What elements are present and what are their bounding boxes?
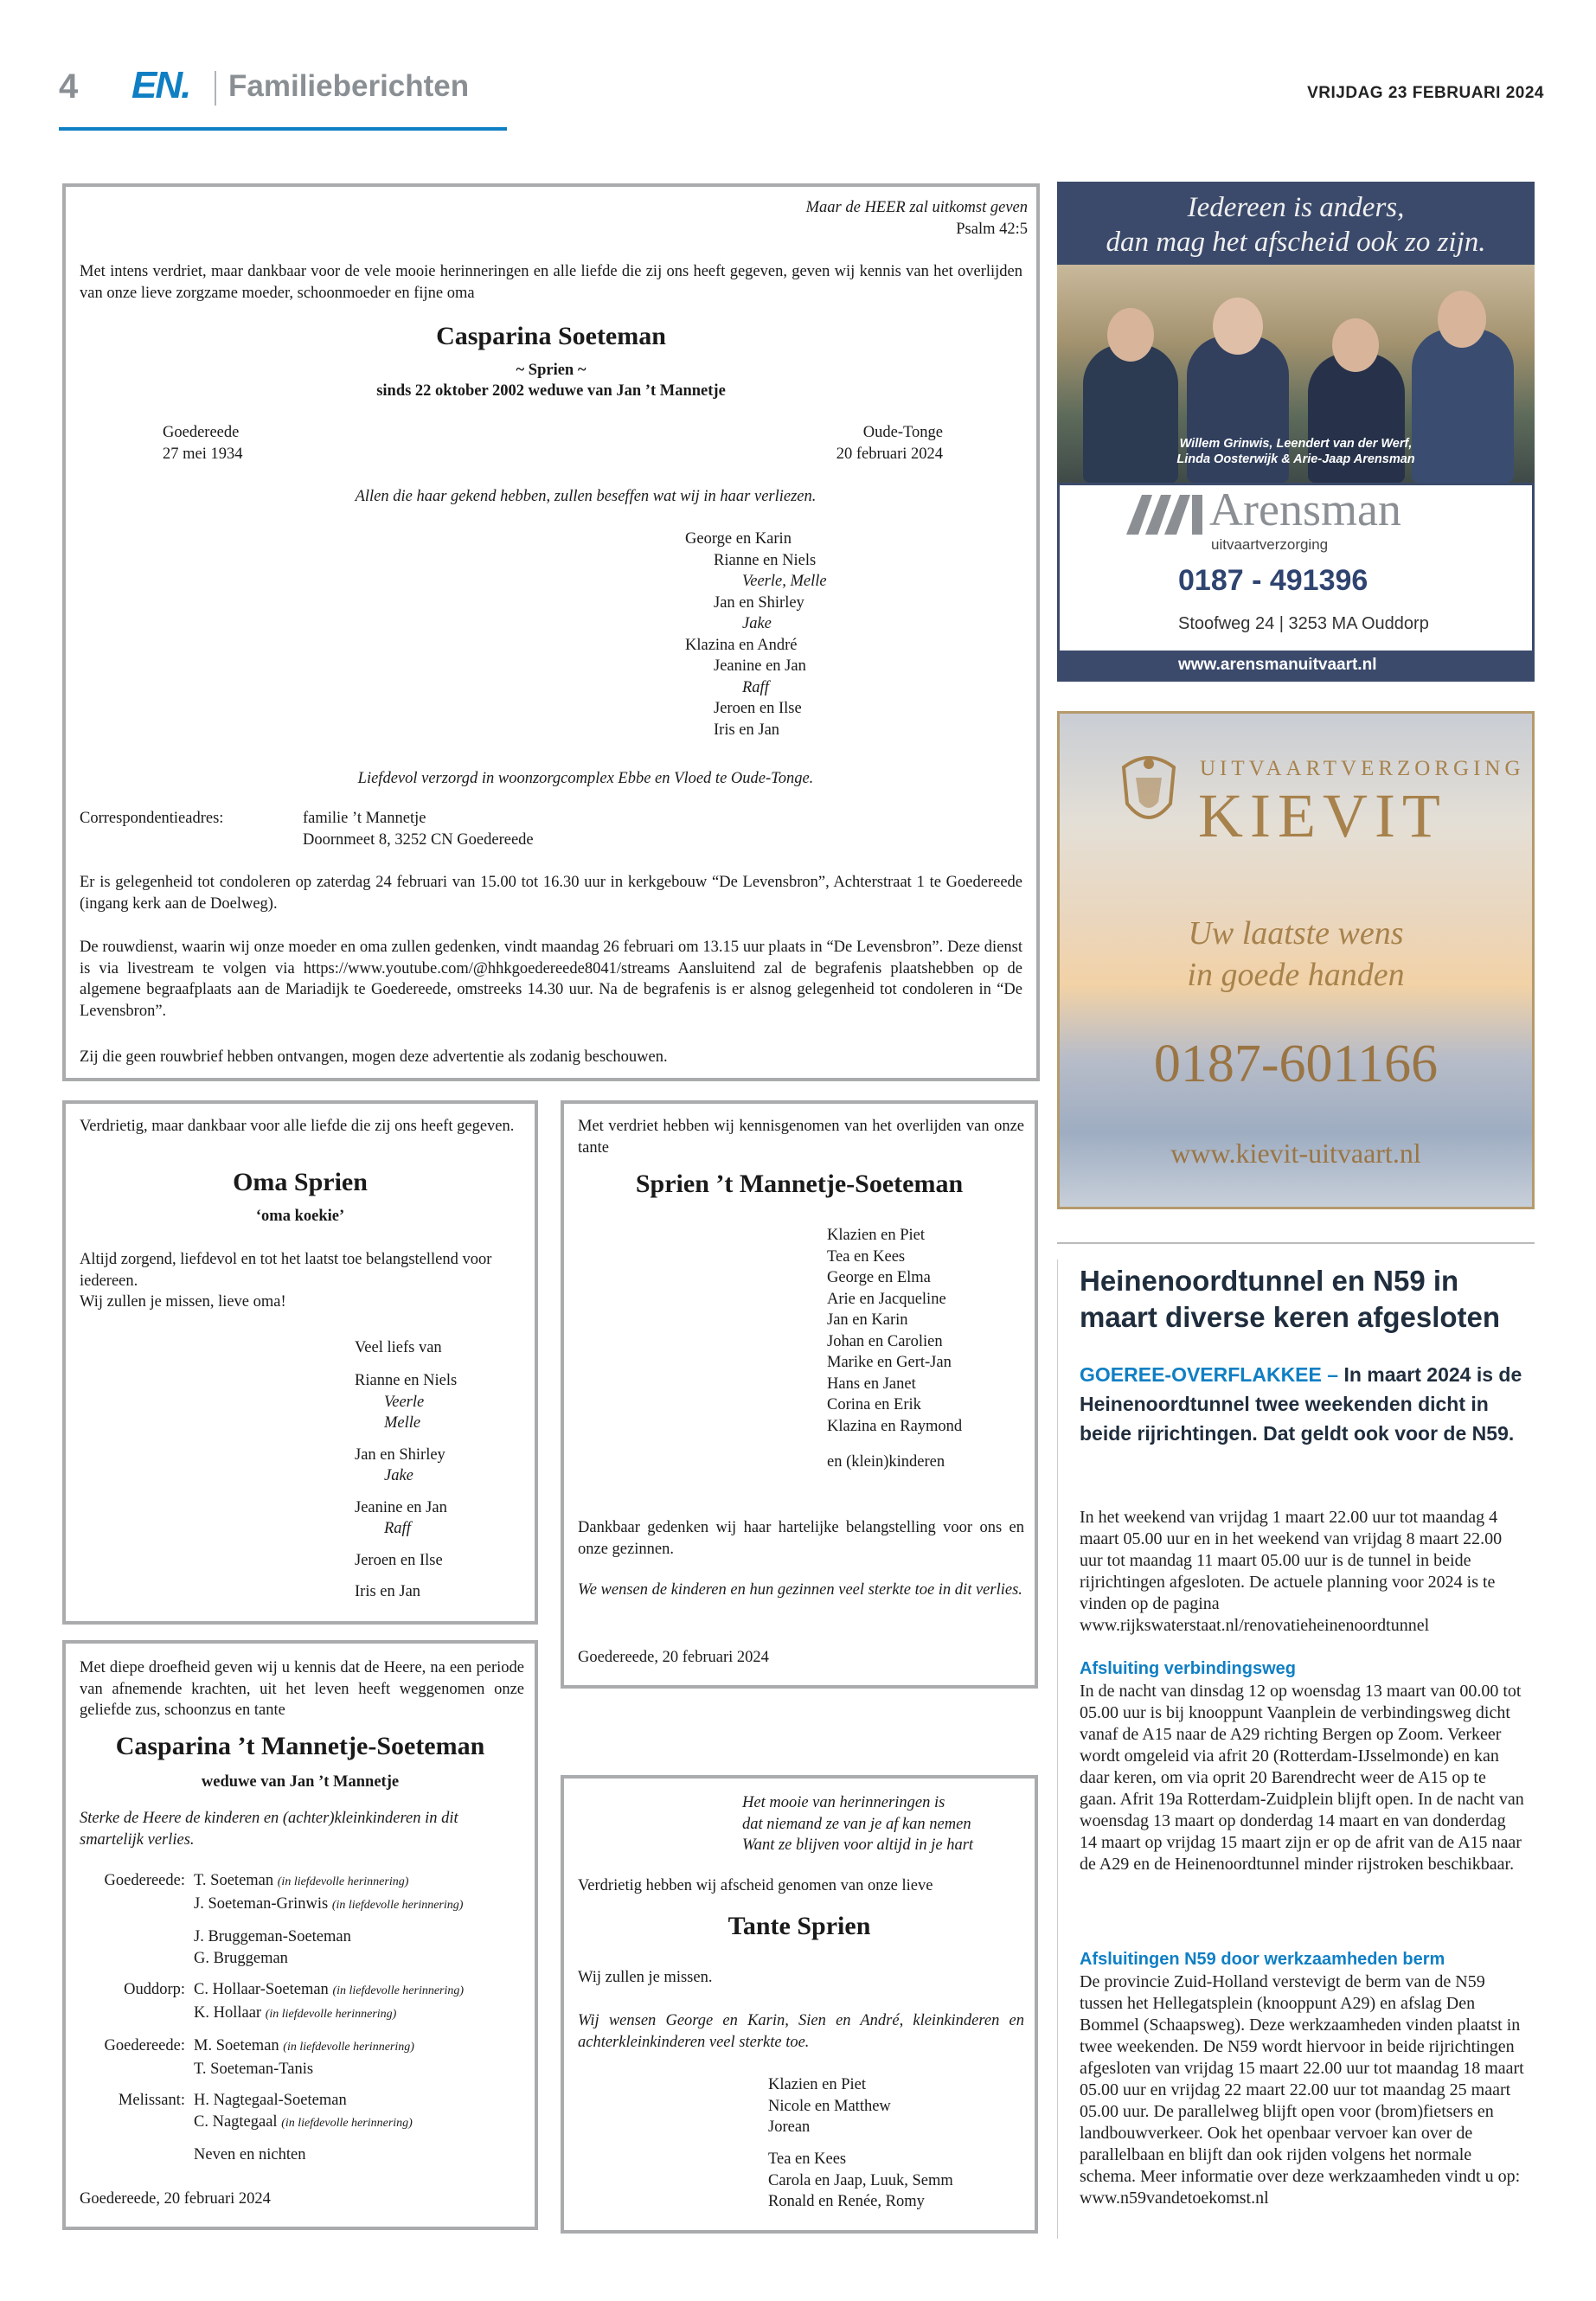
notice-intro: Met verdriet hebben wij kennisgenomen van het overlijden van onze tante (578, 1118, 1024, 1157)
family-member: Jake (384, 1467, 413, 1484)
family-list (355, 1370, 528, 1603)
article-paragraph-3: De provincie Zuid-Holland verstevigt de berm van de N59 tussen het Hellegatsplein (knooppunt A29) en afslag Den Bommel (Schaapsweg). Deze werkzaamheden vinden plaatst in twee weekenden. De N59 wordt hiervoor in beide rijrichtingen afgesloten van vrijdag 15 maart 22.00 uur tot maandag 18 maart 05.00 uur en vrijdag 22 maart 22.00 uur tot maandag 25 maart 05.00 uur. De parallelweg blijft open voor (brom)fietsers en landbouwverkeer. Ook het openbaar vervoer kan over de parallelbaan en blijft dan ook rijden volgens het normale schema. Meer informatie over deze werkzaamheden vindt u op: www.n59vandetoekomst.nl (1080, 1972, 1524, 2208)
correspondence-name: familie ’t Mannetje (303, 810, 426, 827)
family-member: Jan en Karin (827, 1311, 908, 1329)
relative-name: K. Hollaar (194, 2003, 262, 2022)
family-list (685, 529, 997, 740)
greeting-line: Veel liefs van (355, 1339, 442, 1356)
relative-name: T. Soeteman-Tanis (194, 2060, 314, 2078)
relatives-place (80, 1926, 194, 1969)
relatives-place: Ouddorp: (124, 1981, 185, 1998)
family-member: George en Karin (685, 530, 792, 548)
article-subheading-2: Afsluitingen N59 door werkzaamheden berm (1080, 1950, 1445, 1969)
memorial-note: (in liefdevolle herinnering) (265, 2007, 397, 2021)
wish-line: Wij wensen George en Karin, Sien en André, kleinkinderen en achterkleinkinderen veel sterkte toe. (578, 2012, 1024, 2051)
notice-body: Wij zullen je missen. (578, 1969, 713, 1986)
deceased-name: Casparina Soeteman (436, 322, 666, 350)
relative-name: G. Bruggeman (194, 1949, 288, 1967)
relatives-group (80, 1926, 529, 1969)
family-member: Klazina en Raymond (827, 1417, 963, 1435)
family-extra: en (klein)kinderen (827, 1453, 945, 1471)
kievit-slogan: Uw laatste wens (1188, 915, 1404, 952)
arensman-brand-sub: uitvaartverzorging (1211, 536, 1329, 553)
article-subheading: Afsluiting verbindingsweg (1080, 1659, 1297, 1678)
care-line: Liefdevol verzorgd in woonzorgcomplex Ebbe en Vloed te Oude-Tonge. (357, 770, 814, 787)
relative-line (194, 1870, 463, 1894)
kievit-phone[interactable]: 0187-601166 (1153, 1035, 1439, 1093)
relative-line (194, 1948, 351, 1970)
correspondence-label: Correspondentieadres: (80, 810, 224, 827)
epigraph-source: Psalm 42:5 (956, 221, 1028, 238)
relative-line (194, 1926, 351, 1948)
article-lead (1080, 1360, 1526, 1448)
family-member: George en Elma (827, 1269, 931, 1286)
article-side-rule (1057, 1259, 1058, 2239)
ad-arensman[interactable] (1057, 182, 1535, 682)
header-divider (215, 71, 216, 106)
kievit-kicker: UITVAARTVERZORGING (1200, 757, 1525, 780)
relative-name: T. Soeteman (194, 1872, 274, 1889)
family-member: Jeroen en Ilse (355, 1551, 443, 1569)
widow-line: sinds 22 oktober 2002 weduwe van Jan ’t Mannetje (376, 382, 726, 400)
relative-line (194, 1894, 463, 1917)
family-member: Iris en Jan (714, 721, 780, 739)
memorial-note: (in liefdevolle herinnering) (277, 1875, 409, 1888)
deceased-name: Casparina ’t Mannetje-Soeteman (115, 1732, 485, 1760)
family-member: Nicole en Matthew (768, 2097, 891, 2115)
family-member: Jake (742, 615, 772, 632)
relative-name: C. Nagtegaal (194, 2112, 278, 2131)
relatives-names (194, 2144, 305, 2166)
memorial-note: (in liefdevolle herinnering) (283, 2041, 414, 2054)
family-member: Hans en Janet (827, 1375, 916, 1393)
notice-oma-sprien (62, 1100, 538, 1625)
place-date: Goedereede, 20 februari 2024 (578, 1649, 769, 1666)
family-member: Jorean (768, 2118, 811, 2136)
service-info: De rouwdienst, waarin wij onze moeder en oma zullen gedenken, vindt maandag 26 februari om 13.15 uur plaats in “De Levensbron”. Deze dienst is via livestream te volgen via https://www.youtube.com/@hhkgoedereede8041/streams Aansluitend zal de begrafenis plaatshebben op de algemene begraafplaats aan de Mariadijk te Goedereede, omstreeks 14.30 uur. Na de begrafenis is er alsnog gelegenheid tot condoleren in “De Levensbron”. (80, 939, 1022, 1020)
notice-tante-sprien (561, 1775, 1038, 2234)
family-member: Jan en Shirley (355, 1445, 445, 1464)
relative-line (194, 2090, 413, 2112)
article-kicker: GOEREE-OVERFLAKKEE – (1080, 1363, 1339, 1386)
relative-line (194, 2059, 414, 2080)
relatives-place: Goedereede: (104, 1872, 185, 1889)
photo-caption: Willem Grinwis, Leendert van der Werf, (1179, 437, 1413, 451)
poem-line: Want ze blijven voor altijd in je hart (742, 1836, 974, 1854)
family-member: Raff (384, 1520, 411, 1537)
arensman-logo-icon (1126, 491, 1204, 536)
relative-name: C. Hollaar-Soeteman (194, 1981, 329, 1998)
ad-slogan-2: dan mag het afscheid ook zo zijn. (1106, 227, 1486, 258)
notice-intro: Verdrietig hebben wij afscheid genomen van onze lieve (578, 1877, 933, 1894)
condolence-info: Er is gelegenheid tot condoleren op zaterdag 24 februari van 15.00 tot 16.30 uur in kerkgebouw “De Levensbron”, Achterstraat 1 te Goedereede (ingang kerk aan de Doelweg). (80, 874, 1022, 913)
family-member: Veerle, Melle (742, 573, 827, 590)
death-place: Oude-Tonge (862, 424, 943, 441)
relative-name: J. Soeteman-Grinwis (194, 1894, 329, 1913)
family-member: Tea en Kees (768, 2150, 847, 2168)
family-member: Corina en Erik (827, 1396, 921, 1413)
relatives-names (194, 1979, 464, 2025)
relative-line (194, 2003, 464, 2026)
relatives-names (194, 1870, 463, 1916)
relatives-place (80, 2144, 194, 2166)
notice-nephews-nieces (561, 1100, 1038, 1689)
relative-line (194, 1979, 464, 2003)
family-member: Carola en Jaap, Luuk, Semm (768, 2171, 953, 2189)
notice-quote: Allen die haar gekend hebben, zullen beseffen wat wij in haar verliezen. (355, 488, 817, 505)
kievit-url[interactable]: www.kievit-uitvaart.nl (1170, 1138, 1421, 1169)
ad-kievit[interactable] (1057, 711, 1535, 1209)
notice-intro: Met intens verdriet, maar dankbaar voor de vele mooie herinneringen en alle liefde die zij ons heeft gegeven, geven wij kennis van het overlijden van onze lieve zorgzame moeder, schoonmoeder en fijne oma (80, 263, 1022, 302)
epigraph-line: Maar de HEER zal uitkomst geven (805, 199, 1028, 216)
family-member: Melle (384, 1414, 421, 1432)
relatives-group (80, 1870, 529, 1916)
relative-name: H. Nagtegaal-Soeteman (194, 2092, 347, 2109)
article-title: Heinenoordtunnel en N59 in maart diverse keren afgesloten (1080, 1265, 1501, 1333)
relatives-list (80, 1870, 529, 2176)
relatives-group (80, 1979, 529, 2025)
relatives-place: Goedereede: (104, 2037, 185, 2054)
deceased-nickname: ‘oma koekie’ (255, 1208, 345, 1225)
poem-line: Het mooie van herinneringen is (742, 1794, 945, 1811)
relative-line (194, 2112, 413, 2135)
family-member: Tea en Kees (827, 1247, 906, 1266)
relative-name: M. Soeteman (194, 2037, 279, 2054)
memorial-note: (in liefdevolle herinnering) (331, 1898, 464, 1912)
relatives-group (80, 2090, 529, 2134)
relative-line (194, 2144, 305, 2166)
relatives-group (80, 2144, 529, 2166)
closing-line: Zij die geen rouwbrief hebben ontvangen, mogen deze advertentie als zodanig beschouwen. (80, 1048, 668, 1066)
relative-line (194, 2035, 414, 2059)
family-member: Ronald en Renée, Romy (768, 2193, 925, 2210)
article-divider (1057, 1242, 1535, 1244)
kievit-brand: KIEVIT (1198, 781, 1447, 850)
deceased-nickname: ~ Sprien ~ (516, 362, 586, 379)
family-list (827, 1225, 1026, 1437)
family-member: Raff (742, 678, 769, 696)
family-member: Arie en Jacqueline (827, 1290, 946, 1308)
arensman-url[interactable]: www.arensmanuitvaart.nl (1178, 656, 1377, 674)
wish-line: Sterke de Heere de kinderen en (achter)kleinkinderen in dit smartelijk verlies. (80, 1810, 458, 1849)
notice-intro: Verdrietig, maar dankbaar voor alle liefde die zij ons heeft gegeven. (80, 1118, 515, 1135)
poem-line: dat niemand ze van je af kan nemen (742, 1815, 971, 1833)
birth-date: 27 mei 1934 (163, 445, 243, 463)
family-member: Johan en Carolien (827, 1332, 943, 1350)
deceased-name: Oma Sprien (233, 1168, 368, 1196)
widow-line: weduwe van Jan ’t Mannetje (201, 1773, 400, 1791)
death-notice-main (62, 183, 1040, 1081)
crest-icon (1115, 752, 1183, 831)
family-member: Jeanine en Jan (714, 657, 806, 675)
notice-siblings (62, 1640, 538, 2230)
section-title: Familieberichten (228, 69, 470, 103)
correspondence-address: Doornmeet 8, 3252 CN Goedereede (303, 830, 534, 849)
memorial-note: (in liefdevolle herinnering) (281, 2116, 413, 2130)
family-member: Rianne en Niels (714, 551, 817, 569)
family-member: Rianne en Niels (355, 1372, 458, 1389)
deceased-name: Tante Sprien (727, 1912, 871, 1940)
relative-name: Neven en nichten (194, 2146, 306, 2163)
family-member: Veerle (384, 1393, 425, 1411)
relatives-group (80, 2035, 529, 2080)
death-date: 20 februari 2024 (836, 445, 943, 463)
notice-body: Altijd zorgend, liefdevol en tot het laatst toe belangstellend voor iedereen. (80, 1251, 492, 1290)
family-member: Klazina en André (685, 636, 798, 654)
place-date: Goedereede, 20 februari 2024 (80, 2190, 271, 2208)
article-paragraph-2: In de nacht van dinsdag 12 op woensdag 13 maart van 00.00 tot 05.00 uur is bij knooppunt Vaanplein de verbindingsweg dicht vanaf de A15 naar de A29 richting Bergen op Zoom. Verkeer wordt omgeleid via afrit 20 (Rotterdam-IJsselmonde) en kan daar keren, om via oprit 20 Barendrecht weer de A15 op te gaan. Afrit 19a Rotterdam-Zuidplein blijft open. In de nacht van woensdag 13 maart op donderdag 14 maart en van donderdag 14 maart op vrijdag 15 maart zijn er op de afrit van de A15 naar de A29 en de Heinenoordtunnel minder rijstroken beschikbaar. (1080, 1682, 1524, 1874)
newspaper-logo[interactable]: EN. (131, 64, 190, 106)
family-member: Marike en Gert-Jan (827, 1354, 952, 1371)
header-rule (59, 127, 507, 131)
notice-intro: Met diepe droefheid geven wij u kennis dat de Heere, na een periode van afnemende krachten, uit het leven heeft weggenomen onze geliefde zus, schoonzus en tante (80, 1659, 524, 1719)
deceased-name: Sprien ’t Mannetje-Soeteman (635, 1170, 964, 1198)
ad-slogan: Iedereen is anders, (1187, 192, 1405, 223)
birth-place: Goedereede (163, 424, 240, 441)
family-member: Klazien en Piet (827, 1227, 926, 1244)
team-photo (1057, 265, 1535, 483)
family-member: Jeanine en Jan (355, 1498, 447, 1516)
family-member: Iris en Jan (355, 1583, 421, 1600)
notice-body-2: Wij zullen je missen, lieve oma! (80, 1293, 286, 1311)
family-member: Jeroen en Ilse (714, 700, 802, 717)
memorial-note: (in liefdevolle herinnering) (332, 1984, 465, 1997)
relatives-names (194, 1926, 351, 1969)
family-list (768, 2074, 1028, 2138)
relatives-names (194, 2035, 414, 2080)
family-list-2 (768, 2149, 1028, 2213)
relatives-names (194, 2090, 413, 2134)
family-member: Jan en Shirley (714, 593, 804, 612)
wish-line: We wensen de kinderen en hun gezinnen veel sterkte toe in dit verlies. (578, 1581, 1022, 1599)
arensman-address: Stoofweg 24 | 3253 MA Ouddorp (1178, 614, 1429, 633)
relative-name: J. Bruggeman-Soeteman (194, 1928, 351, 1945)
family-member: Klazien en Piet (768, 2076, 867, 2093)
photo-caption-2: Linda Oosterwijk & Arie-Jaap Arensman (1176, 452, 1415, 466)
news-article (1080, 1258, 1526, 2244)
relatives-place: Melissant: (118, 2092, 185, 2109)
article-lead-text: In maart 2024 is de Heinenoordtunnel twee weekenden dicht in beide rijrichtingen. Dat geldt ook voor de N59. (1080, 1363, 1522, 1445)
issue-date: VRIJDAG 23 FEBRUARI 2024 (1307, 84, 1544, 102)
kievit-slogan-2: in goede handen (1187, 957, 1405, 993)
page-number: 4 (59, 67, 79, 106)
thanks-line: Dankbaar gedenken wij haar hartelijke belangstelling voor ons en onze gezinnen. (578, 1519, 1024, 1558)
article-paragraph: In het weekend van vrijdag 1 maart 22.00 uur tot maandag 4 maart 05.00 uur en in het weekend van vrijdag 8 maart 22.00 uur tot maandag 11 maart 05.00 uur is de tunnel in beide rijrichtingen afgesloten. De actuele planning voor 2024 is te vinden op de pagina www.rijkswaterstaat.nl/renovatieheinenoordtunnel (1080, 1508, 1503, 1635)
arensman-phone[interactable]: 0187 - 491396 (1178, 564, 1368, 597)
arensman-brand: Arensman (1209, 484, 1401, 535)
